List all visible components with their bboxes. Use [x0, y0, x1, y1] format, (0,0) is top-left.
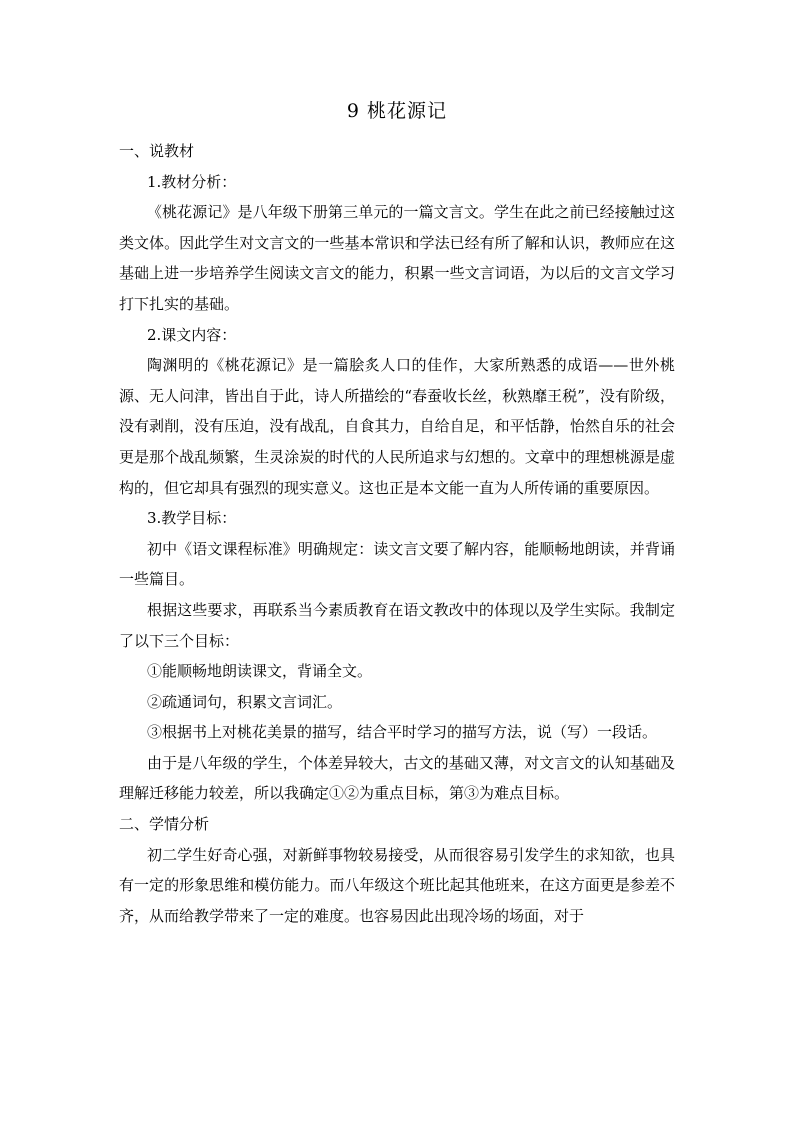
subsection-heading: 3.教学目标： — [147, 509, 237, 528]
paragraph: 初中《语文课程标准》明确规定：读文言文要了解内容，能顺畅地朗读，并背诵一些篇目。 — [119, 539, 675, 589]
goal-item: ③根据书上对桃花美景的描写，结合平时学习的描写方法，说（写）一段话。 — [147, 723, 658, 742]
subsection-heading: 2.课文内容： — [147, 325, 237, 344]
page-title: 9 桃花源记 — [346, 100, 448, 122]
goal-item: ①能顺畅地朗读课文，背诵全文。 — [147, 662, 373, 681]
section-heading: 二、学情分析 — [119, 815, 210, 834]
document-body — [119, 136, 675, 931]
paragraph: 陶渊明的《桃花源记》是一篇脍炙人口的佳作，大家所熟悉的成语——世外桃源、无人问津，皆出自于此，诗人所描绘的“春蚕收长丝，秋熟靡王税”，没有阶级，没有剥削，没有压迫，没有战乱，自食其力，自给自足，和平恬静，怡然自乐的社会更是那个战乱频繁，生灵涂炭的时代的人民所追求与幻想的。文章中的理想桃源是虚构的，但它却具有强烈的现实意义。这也正是本文能一直为人所传诵的重要原因。 — [119, 356, 675, 497]
section-heading: 一、说教材 — [119, 142, 195, 160]
paragraph: 根据这些要求，再联系当今素质教育在语文教改中的体现以及学生实际。我制定了以下三个目标： — [119, 600, 675, 650]
subsection-heading: 1.教材分析： — [147, 172, 237, 191]
paragraph: 由于是八年级的学生，个体差异较大，古文的基础又薄，对文言文的认知基础及理解迁移能力较差，所以我确定①②为重点目标，第③为难点目标。 — [119, 753, 675, 803]
paragraph: 《桃花源记》是八年级下册第三单元的一篇文言文。学生在此之前已经接触过这类文体。因此学生对文言文的一些基本常识和学法已经有所了解和认识，教师应在这基础上进一步培养学生阅读文言文的能力，积累一些文言词语，为以后的文言文学习打下扎实的基础。 — [119, 203, 675, 313]
goal-item: ②疏通词句，积累文言词汇。 — [147, 692, 343, 711]
paragraph: 初二学生好奇心强，对新鲜事物较易接受，从而很容易引发学生的求知欲，也具有一定的形象思维和模仿能力。而八年级这个班比起其他班来，在这方面更是参差不齐，从而给教学带来了一定的难度。也容易因此出现冷场的场面，对于 — [119, 845, 675, 925]
